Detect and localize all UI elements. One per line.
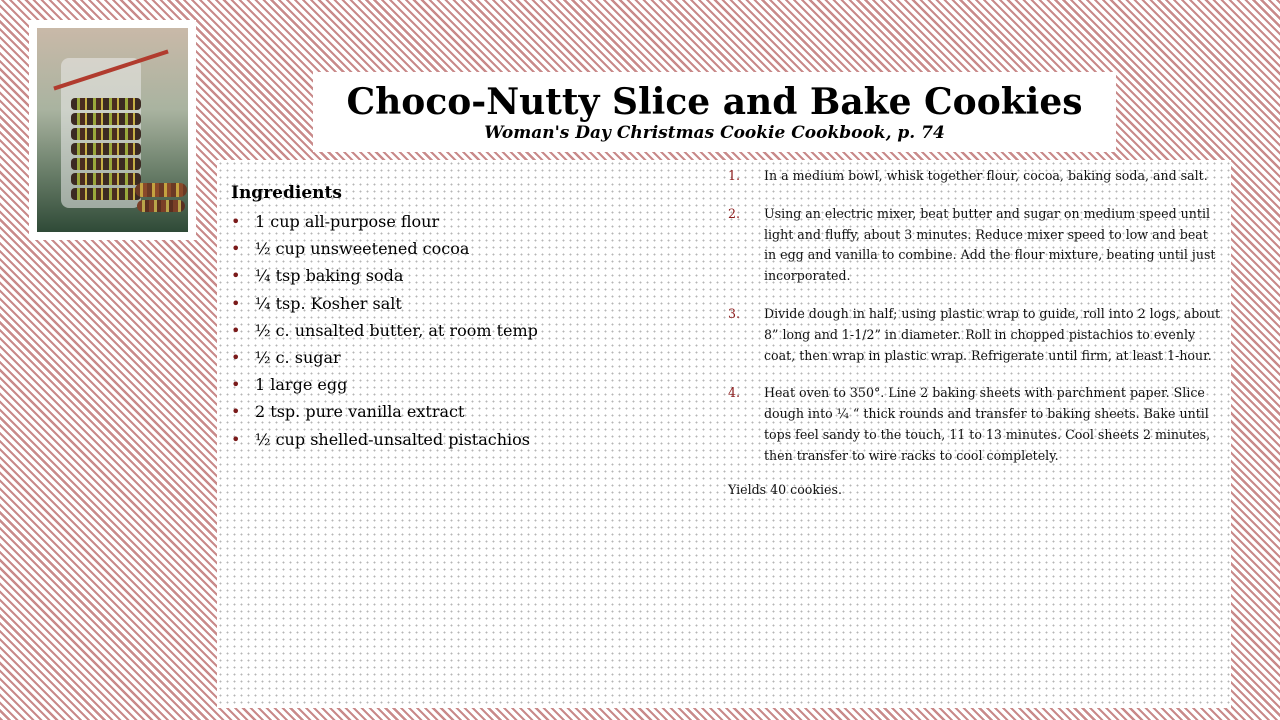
step-number: 1. — [728, 168, 741, 183]
cookie-photo-frame — [29, 20, 196, 240]
ingredients-heading: Ingredients — [231, 183, 342, 203]
loose-cookie — [137, 200, 185, 212]
step-text: Heat oven to 350°. Line 2 baking sheets with parchment paper. Slice dough into ¼ “ thick rounds and transfer to baking sheets. Bake until tops feel sandy to the touch, 11 to 13 minutes. Cool sheets 2 minutes, then transfer to wire racks to cool completely. — [764, 385, 1211, 463]
direction-step — [728, 383, 1223, 466]
ingredient-item: • ½ c. unsalted butter, at room temp — [231, 317, 691, 344]
cookie-photo — [37, 28, 188, 232]
ingredient-item: • 1 large egg — [231, 371, 691, 398]
direction-step — [728, 304, 1223, 366]
recipe-card — [217, 160, 1231, 708]
ingredients-list — [231, 208, 691, 453]
ingredient-item: • ½ c. sugar — [231, 344, 691, 371]
ingredient-item: • ½ cup unsweetened cocoa — [231, 235, 691, 262]
recipe-source: Woman's Day Christmas Cookie Cookbook, p. 74 — [484, 123, 945, 143]
directions-section — [728, 166, 1223, 500]
direction-step — [728, 166, 1223, 187]
title-box — [313, 72, 1116, 152]
direction-step — [728, 204, 1223, 287]
ingredient-item: • ¼ tsp baking soda — [231, 262, 691, 289]
recipe-yield: Yields 40 cookies. — [728, 481, 842, 497]
ingredient-item: • ¼ tsp. Kosher salt — [231, 290, 691, 317]
ingredient-item: • ½ cup shelled-unsalted pistachios — [231, 426, 691, 453]
step-text: Using an electric mixer, beat butter and sugar on medium speed until light and fluffy, about 3 minutes. Reduce mixer speed to low and beat in egg and vanilla to combine. Add the flour mixture, beating until just incorporated. — [764, 205, 1216, 284]
step-text: In a medium bowl, whisk together flour, cocoa, baking soda, and salt. — [764, 168, 1208, 183]
directions-list — [728, 166, 1223, 467]
ingredient-item: • 1 cup all-purpose flour — [231, 208, 691, 235]
page-title: Choco-Nutty Slice and Bake Cookies — [346, 81, 1083, 123]
step-number: 2. — [728, 205, 741, 221]
ingredient-item: • 2 tsp. pure vanilla extract — [231, 398, 691, 425]
step-text: Divide dough in half; using plastic wrap to guide, roll into 2 logs, about 8” long and 1-1/2” in diameter. Roll in chopped pistachios to evenly coat, then wrap in plastic wrap. Refrigerate until firm, at least 1-hour. — [764, 305, 1221, 363]
loose-cookie — [135, 183, 187, 197]
step-number: 4. — [728, 385, 741, 401]
cookie-stack — [71, 98, 141, 203]
ingredients-section — [231, 182, 691, 453]
step-number: 3. — [728, 305, 741, 321]
